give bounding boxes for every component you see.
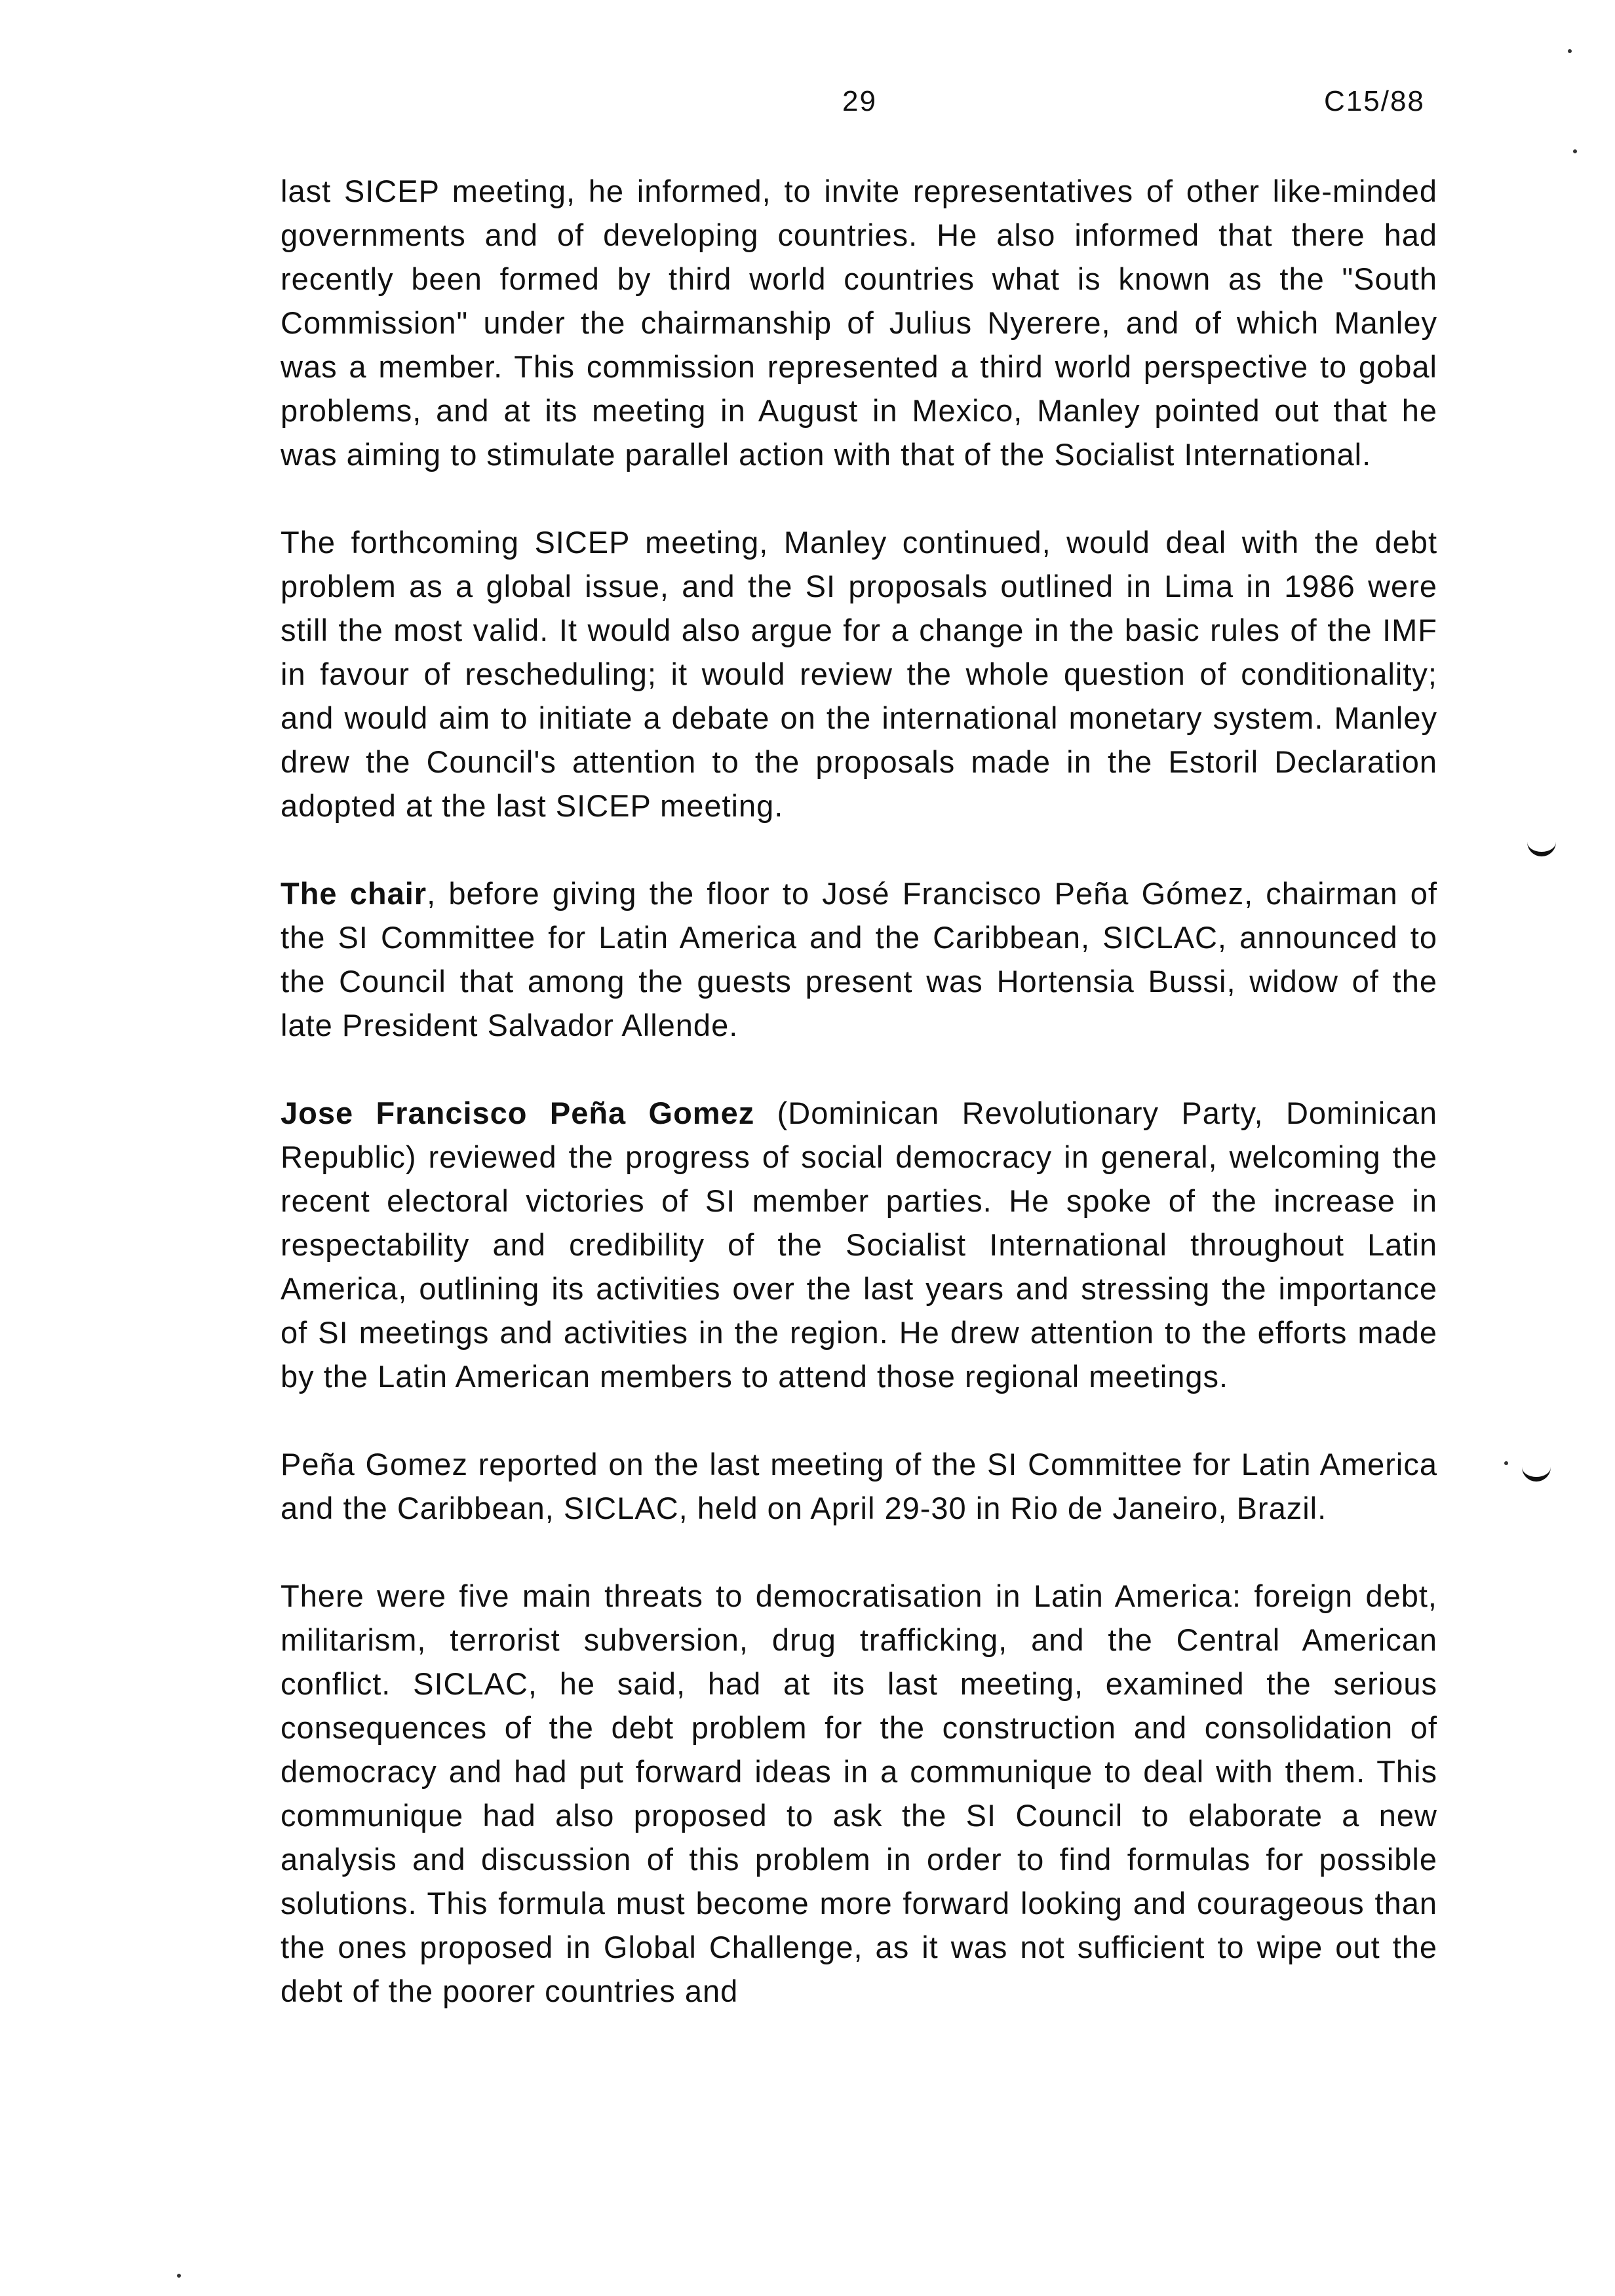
- paragraph: [281, 1442, 1437, 1530]
- paragraph-text: (Dominican Revolutionary Party, Dominican Republic) reviewed the progress of social democracy in general, welcoming the recent electoral victories of SI member parties. He spoke of the increase in respectability and credibility of the Socialist International throughout Latin America, outlining its activities over the last years and stressing the importance of SI meetings and activities in the region. He drew attention to the efforts made by the Latin American members to attend those regional meetings.: [281, 1096, 1437, 1394]
- paragraph-text: last SICEP meeting, he informed, to invite representatives of other like-minded governments and of developing countries. He also informed that there had recently been formed by third world countries what is known as the "South Commission" under the chairmanship of Julius Nyerere, and of which Manley was a member. This commission represented a third world perspective to gobal problems, and at its meeting in August in Mexico, Manley pointed out that he was aiming to stimulate parallel action with that of the Socialist International.: [281, 174, 1437, 472]
- paragraph-text: , before giving the floor to José Francisco Peña Gómez, chairman of the SI Committee for Latin America and the Caribbean, SICLAC, announced to the Council that among the guests present was Hortensia Bussi, widow of the late President Salvador Allende.: [281, 876, 1437, 1043]
- margin-check-mark: [1522, 1463, 1551, 1482]
- paragraph-text: Peña Gomez reported on the last meeting of the SI Committee for Latin America and the Caribbean, SICLAC, held on April 29-30 in Rio de Janeiro, Brazil.: [281, 1447, 1437, 1525]
- speaker-name: The chair: [281, 876, 427, 911]
- page-header: [0, 85, 1615, 124]
- scan-speck: [177, 2274, 181, 2278]
- scan-speck: [1573, 149, 1577, 153]
- paragraph: [281, 1574, 1437, 2013]
- scan-speck: [1504, 1461, 1508, 1465]
- paragraph-text: There were five main threats to democratisation in Latin America: foreign debt, militarism, terrorist subversion, drug trafficking, and the Central American conflict. SICLAC, he said, had at its last meeting, examined the serious consequences of the debt problem for the construction and consolidation of democracy and had put forward ideas in a communique to deal with them. This communique had also proposed to ask the SI Council to elaborate a new analysis and discussion of this problem in order to find formulas for possible solutions. This formula must become more forward looking and courageous than the ones proposed in Global Challenge, as it was not sufficient to wipe out the debt of the poorer countries and: [281, 1578, 1437, 2008]
- paragraph: [281, 169, 1437, 476]
- body-text: [281, 169, 1437, 2057]
- document-reference: C15/88: [1324, 85, 1425, 117]
- scan-speck: [1568, 49, 1572, 53]
- paragraph: [281, 1091, 1437, 1398]
- paragraph: [281, 520, 1437, 828]
- page-number: 29: [842, 85, 877, 117]
- paragraph-text: The forthcoming SICEP meeting, Manley continued, would deal with the debt problem as a global issue, and the SI proposals outlined in Lima in 1986 were still the most valid. It would also argue for a change in the basic rules of the IMF in favour of rescheduling; it would review the whole question of conditionality; and would aim to initiate a debate on the international monetary system. Manley drew the Council's attention to the proposals made in the Estoril Declaration adopted at the last SICEP meeting.: [281, 525, 1437, 823]
- speaker-name: Jose Francisco Peña Gomez: [281, 1096, 755, 1130]
- margin-check-mark: [1527, 837, 1556, 856]
- paragraph: [281, 871, 1437, 1047]
